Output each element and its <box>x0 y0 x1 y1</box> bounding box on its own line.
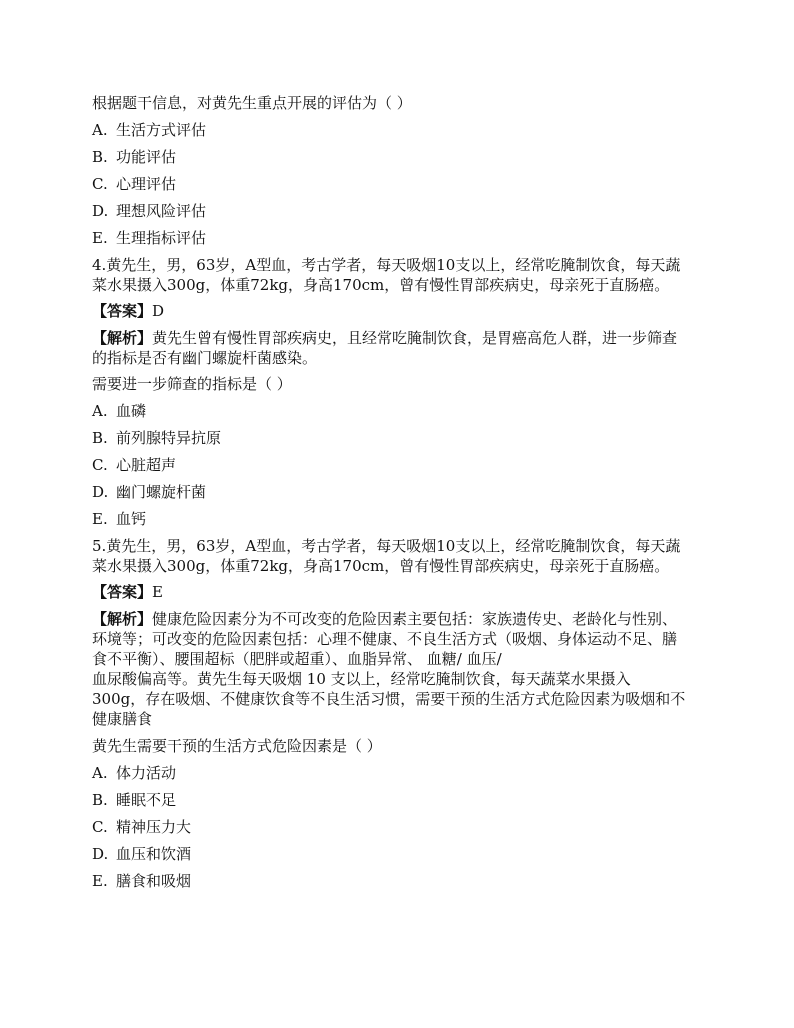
q4-option-d <box>92 483 702 501</box>
option-letter: A. <box>92 402 108 420</box>
option-text: 前列腺特异抗原 <box>116 429 222 447</box>
option-letter: C. <box>92 175 108 193</box>
q5-option-e <box>92 872 702 890</box>
option-text: 膳食和吸烟 <box>116 872 192 890</box>
q5-option-a <box>92 764 702 782</box>
option-letter: C. <box>92 456 108 474</box>
q3-stem: 根据题干信息，对黄先生重点开展的评估为（ ） <box>92 94 412 112</box>
q4-option-e <box>92 510 702 528</box>
option-letter: B. <box>92 791 108 809</box>
answer-value: E <box>152 583 163 601</box>
q5-analysis-line-5: 300g，存在吸烟、不健康饮食等不良生活习惯，需要干预的生活方式危险因素为吸烟和不 <box>92 690 686 708</box>
option-letter: D. <box>92 202 109 220</box>
q4-case-line-2: 菜水果摄入300g，体重72kg，身高170cm，曾有慢性胃部疾病史，母亲死于直肠癌。 <box>92 276 670 294</box>
q4-option-a <box>92 402 702 420</box>
option-letter: C. <box>92 818 108 836</box>
q5-analysis-line-2: 环境等；可改变的危险因素包括：心理不健康、不良生活方式（吸烟、身体运动不足、膳 <box>92 630 678 648</box>
option-text: 幽门螺旋杆菌 <box>116 483 207 501</box>
q4-option-c <box>92 456 702 474</box>
option-letter: E. <box>92 510 108 528</box>
answer-label: 【答案】 <box>92 302 153 320</box>
q5-option-c <box>92 818 702 836</box>
option-text: 血钙 <box>116 510 147 528</box>
q5-analysis-line-3: 食不平衡）、腰围超标（肥胖或超重）、血脂异常、 血糖/ 血压/ <box>92 650 502 668</box>
q5-analysis-line-1 <box>92 610 702 628</box>
option-letter: D. <box>92 483 109 501</box>
q5-stem: 黄先生需要干预的生活方式危险因素是（ ） <box>92 737 382 755</box>
option-text: 血压和饮酒 <box>116 845 192 863</box>
q4-case-line-1: 4.黄先生，男，63岁，A型血，考古学者，每天吸烟10支以上，经常吃腌制饮食，每天蔬 <box>92 256 681 274</box>
analysis-label: 【解析】 <box>92 610 153 628</box>
analysis-text: 黄先生曾有慢性胃部疾病史，且经常吃腌制饮食，是胃癌高危人群，进一步筛查 <box>152 329 678 347</box>
option-text: 血磷 <box>116 402 147 420</box>
option-text: 心脏超声 <box>116 456 177 474</box>
option-letter: A. <box>92 764 108 782</box>
answer-value: D <box>152 302 165 320</box>
q3-option-c <box>92 175 702 193</box>
option-letter: A. <box>92 121 108 139</box>
option-text: 心理评估 <box>116 175 177 193</box>
option-text: 生活方式评估 <box>116 121 207 139</box>
q3-option-b <box>92 148 702 166</box>
q5-analysis-line-6: 健康膳食 <box>92 710 153 728</box>
q5-case-line-1: 5.黄先生，男，63岁，A型血，考古学者，每天吸烟10支以上，经常吃腌制饮食，每天蔬 <box>92 537 681 555</box>
q5-case-line-2: 菜水果摄入300g，体重72kg，身高170cm，曾有慢性胃部疾病史，母亲死于直肠癌。 <box>92 557 670 575</box>
q3-option-a <box>92 121 702 139</box>
option-letter: E. <box>92 872 108 890</box>
q3-option-e <box>92 229 702 247</box>
q5-answer <box>92 583 702 601</box>
answer-label: 【答案】 <box>92 583 153 601</box>
option-letter: E. <box>92 229 108 247</box>
q4-analysis-line-2: 的指标是否有幽门螺旋杆菌感染。 <box>92 349 318 367</box>
option-text: 生理指标评估 <box>116 229 207 247</box>
option-letter: D. <box>92 845 109 863</box>
option-text: 睡眠不足 <box>116 791 177 809</box>
q3-option-d <box>92 202 702 220</box>
analysis-label: 【解析】 <box>92 329 153 347</box>
q4-answer <box>92 302 702 320</box>
option-text: 精神压力大 <box>116 818 192 836</box>
option-text: 理想风险评估 <box>116 202 207 220</box>
option-letter: B. <box>92 148 108 166</box>
analysis-text: 健康危险因素分为不可改变的危险因素主要包括：家族遗传史、老龄化与性别、 <box>152 610 678 628</box>
q5-analysis-line-4: 血尿酸偏高等。黄先生每天吸烟 10 支以上，经常吃腌制饮食，每天蔬菜水果摄入 <box>92 670 631 688</box>
q4-stem: 需要进一步筛查的指标是（ ） <box>92 375 292 393</box>
option-letter: B. <box>92 429 108 447</box>
q4-option-b <box>92 429 702 447</box>
q5-option-b <box>92 791 702 809</box>
q5-option-d <box>92 845 702 863</box>
option-text: 功能评估 <box>116 148 177 166</box>
q4-analysis-line-1 <box>92 329 702 347</box>
option-text: 体力活动 <box>116 764 177 782</box>
